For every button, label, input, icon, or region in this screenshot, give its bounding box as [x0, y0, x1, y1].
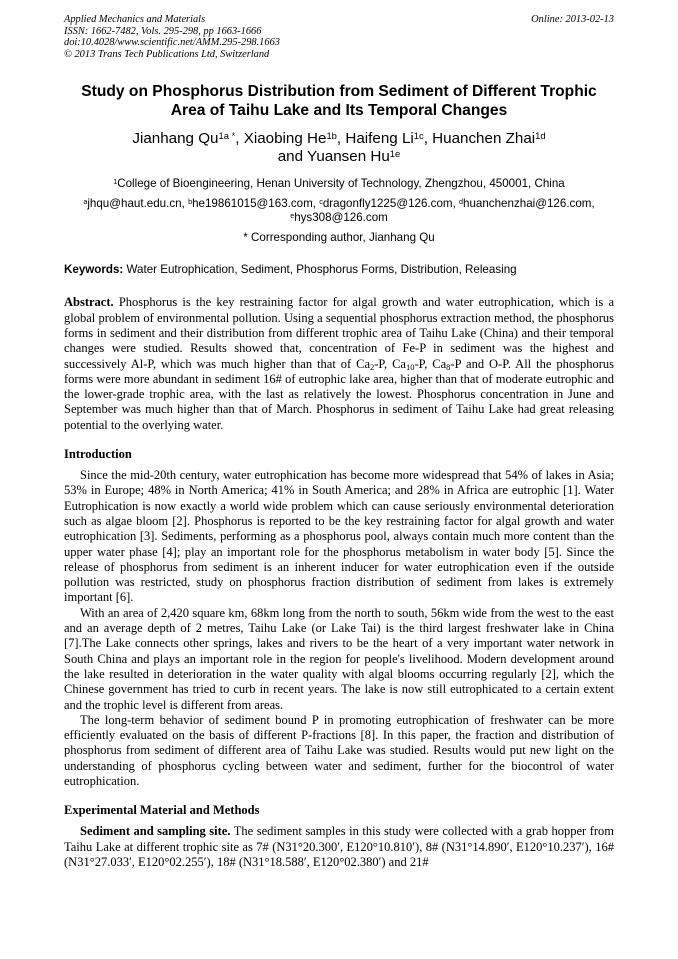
intro-paragraph: Since the mid-20th century, water eutrophication has become more widespread that 54% of lakes in Asia; 53% in Europe; 48% in North America; 41% in South America; and 28% in Africa are eutrophic [1]. Water Eutrophication is now exactly a world wide problem which can cause seriously environmental deterioration such as algae bloom [2]. Phosphorus is reported to be the key restraining factor for algal growth and water eutrophication [3]. Sediments, performing as a phosphorus pool, always contain much more content than the upper water phase [4]; play an important role for the phosphorus metabolism in water body [5]. Since the release of phosphorus from sediment is an inherent inducer for water eutrophication even if the outside pollution was restricted, study on phosphorus fraction distribution of sediment from lakes is extremely important [6]. — [64, 468, 614, 605]
keywords-label: Keywords: — [64, 263, 124, 277]
online-date: Online: 2013-02-13 — [531, 14, 614, 25]
author-name: Haifeng Li — [345, 130, 414, 148]
affiliation-sup: 1 — [113, 177, 118, 187]
email-sup: c — [319, 197, 323, 207]
email-sup: d — [459, 197, 464, 207]
author-sup: 1c — [413, 130, 424, 142]
subscript: 10 — [405, 362, 415, 373]
author-name: Yuansen Hu — [307, 148, 390, 166]
email-link[interactable]: hys308@126.com — [294, 211, 388, 225]
abstract-text: -P, Ca — [374, 356, 406, 371]
email-sup: e — [290, 211, 295, 221]
methods-text: The sediment samples in this study were collected with a grab hopper from Taihu Lake at different trophic site as 7# (N31°20.300′, E120°10.810′), 8# (N31°14.890′, E120°10.237′), 16# (N31°27.033′, E120°02.255′), 18# (N31°18.588′, E120°02.380′) and 21# — [64, 824, 614, 869]
email-line-1: $^a$jhqu@haut.edu.cn, $^b$he19861015@163.com, $^c$dragonfly1225@126.com, $^d$huanchenzhai@126.com, — [83, 197, 595, 211]
author-list — [64, 130, 614, 166]
email-line-2 — [64, 211, 614, 225]
methods-body — [64, 824, 614, 870]
methods-paragraph — [64, 824, 614, 870]
abstract-label: Abstract. — [64, 295, 114, 310]
title-line-2: Area of Taihu Lake and Its Temporal Changes — [170, 102, 508, 120]
email-sup: b — [188, 197, 193, 207]
journal-name: Applied Mechanics and Materials — [64, 14, 206, 25]
author-name: Huanchen Zhai — [432, 130, 536, 148]
abstract — [64, 295, 614, 433]
issn-line: ISSN: 1662-7482, Vols. 295-298, pp 1663-1666 — [64, 25, 262, 37]
abstract-text: Phosphorus is the key restraining factor for algal growth and water eutrophication, which is a global problem of environmental pollution. Using a sequential phosphorus extraction method, the phosphorus forms in sediment and their distribution from different trophic area of Taihu Lake (China) and their temporal changes were studied. Results showed that, concentration of Fe-P in sediment was the highest and successively Al-P, which was much higher than that of Ca — [64, 295, 614, 371]
section-heading-introduction: Introduction — [64, 447, 132, 462]
intro-paragraph: The long-term behavior of sediment bound P in promoting eutrophication of freshwater can be more efficiently evaluated on the basis of different P-fractions [8]. In this paper, the fraction and distribution of phosphorus from sediment of different area of Taihu Lake was studied. Results would put new light on the understanding of phosphorus cycling between water and sediment, further for the biocontrol of water eutrophication. — [64, 712, 614, 788]
author-line-1: Jianhang $Qu^{1a *}$, Xiaobing $He^{1b}$, Haifeng $Li^{1c}$, Huanchen Zhai$^{1d}$ — [132, 130, 546, 148]
subscript: 8 — [446, 362, 451, 373]
keywords-text: Water Eutrophication, Sediment, Phosphorus Forms, Distribution, Releasing — [126, 263, 517, 277]
author-sup: 1d — [535, 130, 546, 142]
copyright-line: © 2013 Trans Tech Publications Ltd, Switzerland — [64, 48, 270, 60]
section-heading-methods: Experimental Material and Methods — [64, 803, 260, 818]
keywords — [64, 263, 614, 277]
author-name: Jianhang Qu — [132, 130, 219, 148]
email-sup: a — [83, 197, 88, 207]
author-name: Xiaobing He — [243, 130, 327, 148]
affiliation-text: College of Bioengineering, Henan University of Technology, Zhengzhou, 450001, China — [117, 177, 565, 191]
author-sup: 1a * — [218, 130, 236, 142]
email-link[interactable]: dragonfly1225@126.com — [322, 197, 453, 211]
author-line-2 — [64, 148, 614, 166]
authors-and: and — [277, 148, 304, 166]
introduction-body — [64, 468, 614, 789]
subscript: 2 — [370, 362, 375, 373]
email-link[interactable]: huanchenzhai@126.com — [463, 197, 592, 211]
intro-paragraph: With an area of 2,420 square km, 68km long from the north to south, 56km wide from the west to the east and an average depth of 2 metres, Taihu Lake (or Lake Tai) is the third largest freshwater lake in China [7].The Lake connects other springs, lakes and rivers to be the heart of a very important water network in South China and plays an important role in the region for people's livelihood. Modern development around the lake resulted in deterioration in the water quality with algal blooms occurring regularly [2], which the Chinese government has tried to curb in recent years. The lake is now still eutrophicated to a certain extent and the trophic level is different from areas. — [64, 605, 614, 712]
paper-title — [64, 82, 614, 120]
methods-label: Sediment and sampling site. — [80, 824, 231, 839]
abstract-text: -P and O-P. All the phosphorus forms were more abundant in sediment 16# of eutrophic lake area, higher than that of moderate eutrophic and the lower-grade trophic area, with the last as relatively the lowest. Phosphorus concentration in June and September was much higher than that of March. Phosphorus in sediment of Taihu Lake had great releasing potential to the overlying water. — [64, 356, 614, 432]
email-link[interactable]: jhqu@haut.edu.cn — [87, 197, 182, 211]
paper-page — [64, 14, 614, 870]
corresponding-author: * Corresponding author, Jianhang Qu — [243, 231, 435, 245]
author-sup: 1e — [389, 148, 401, 160]
email-list — [64, 197, 614, 225]
abstract-text: -P, Ca — [414, 356, 447, 371]
journal-header — [64, 14, 614, 60]
title-line-1: Study on Phosphorus Distribution from Sediment of Different Trophic — [81, 83, 597, 101]
email-link[interactable]: he19861015@163.com — [192, 197, 313, 211]
affiliation — [64, 176, 614, 191]
doi-line: doi:10.4028/www.scientific.net/AMM.295-298.1663 — [64, 37, 280, 49]
author-sup: 1b — [326, 130, 337, 142]
